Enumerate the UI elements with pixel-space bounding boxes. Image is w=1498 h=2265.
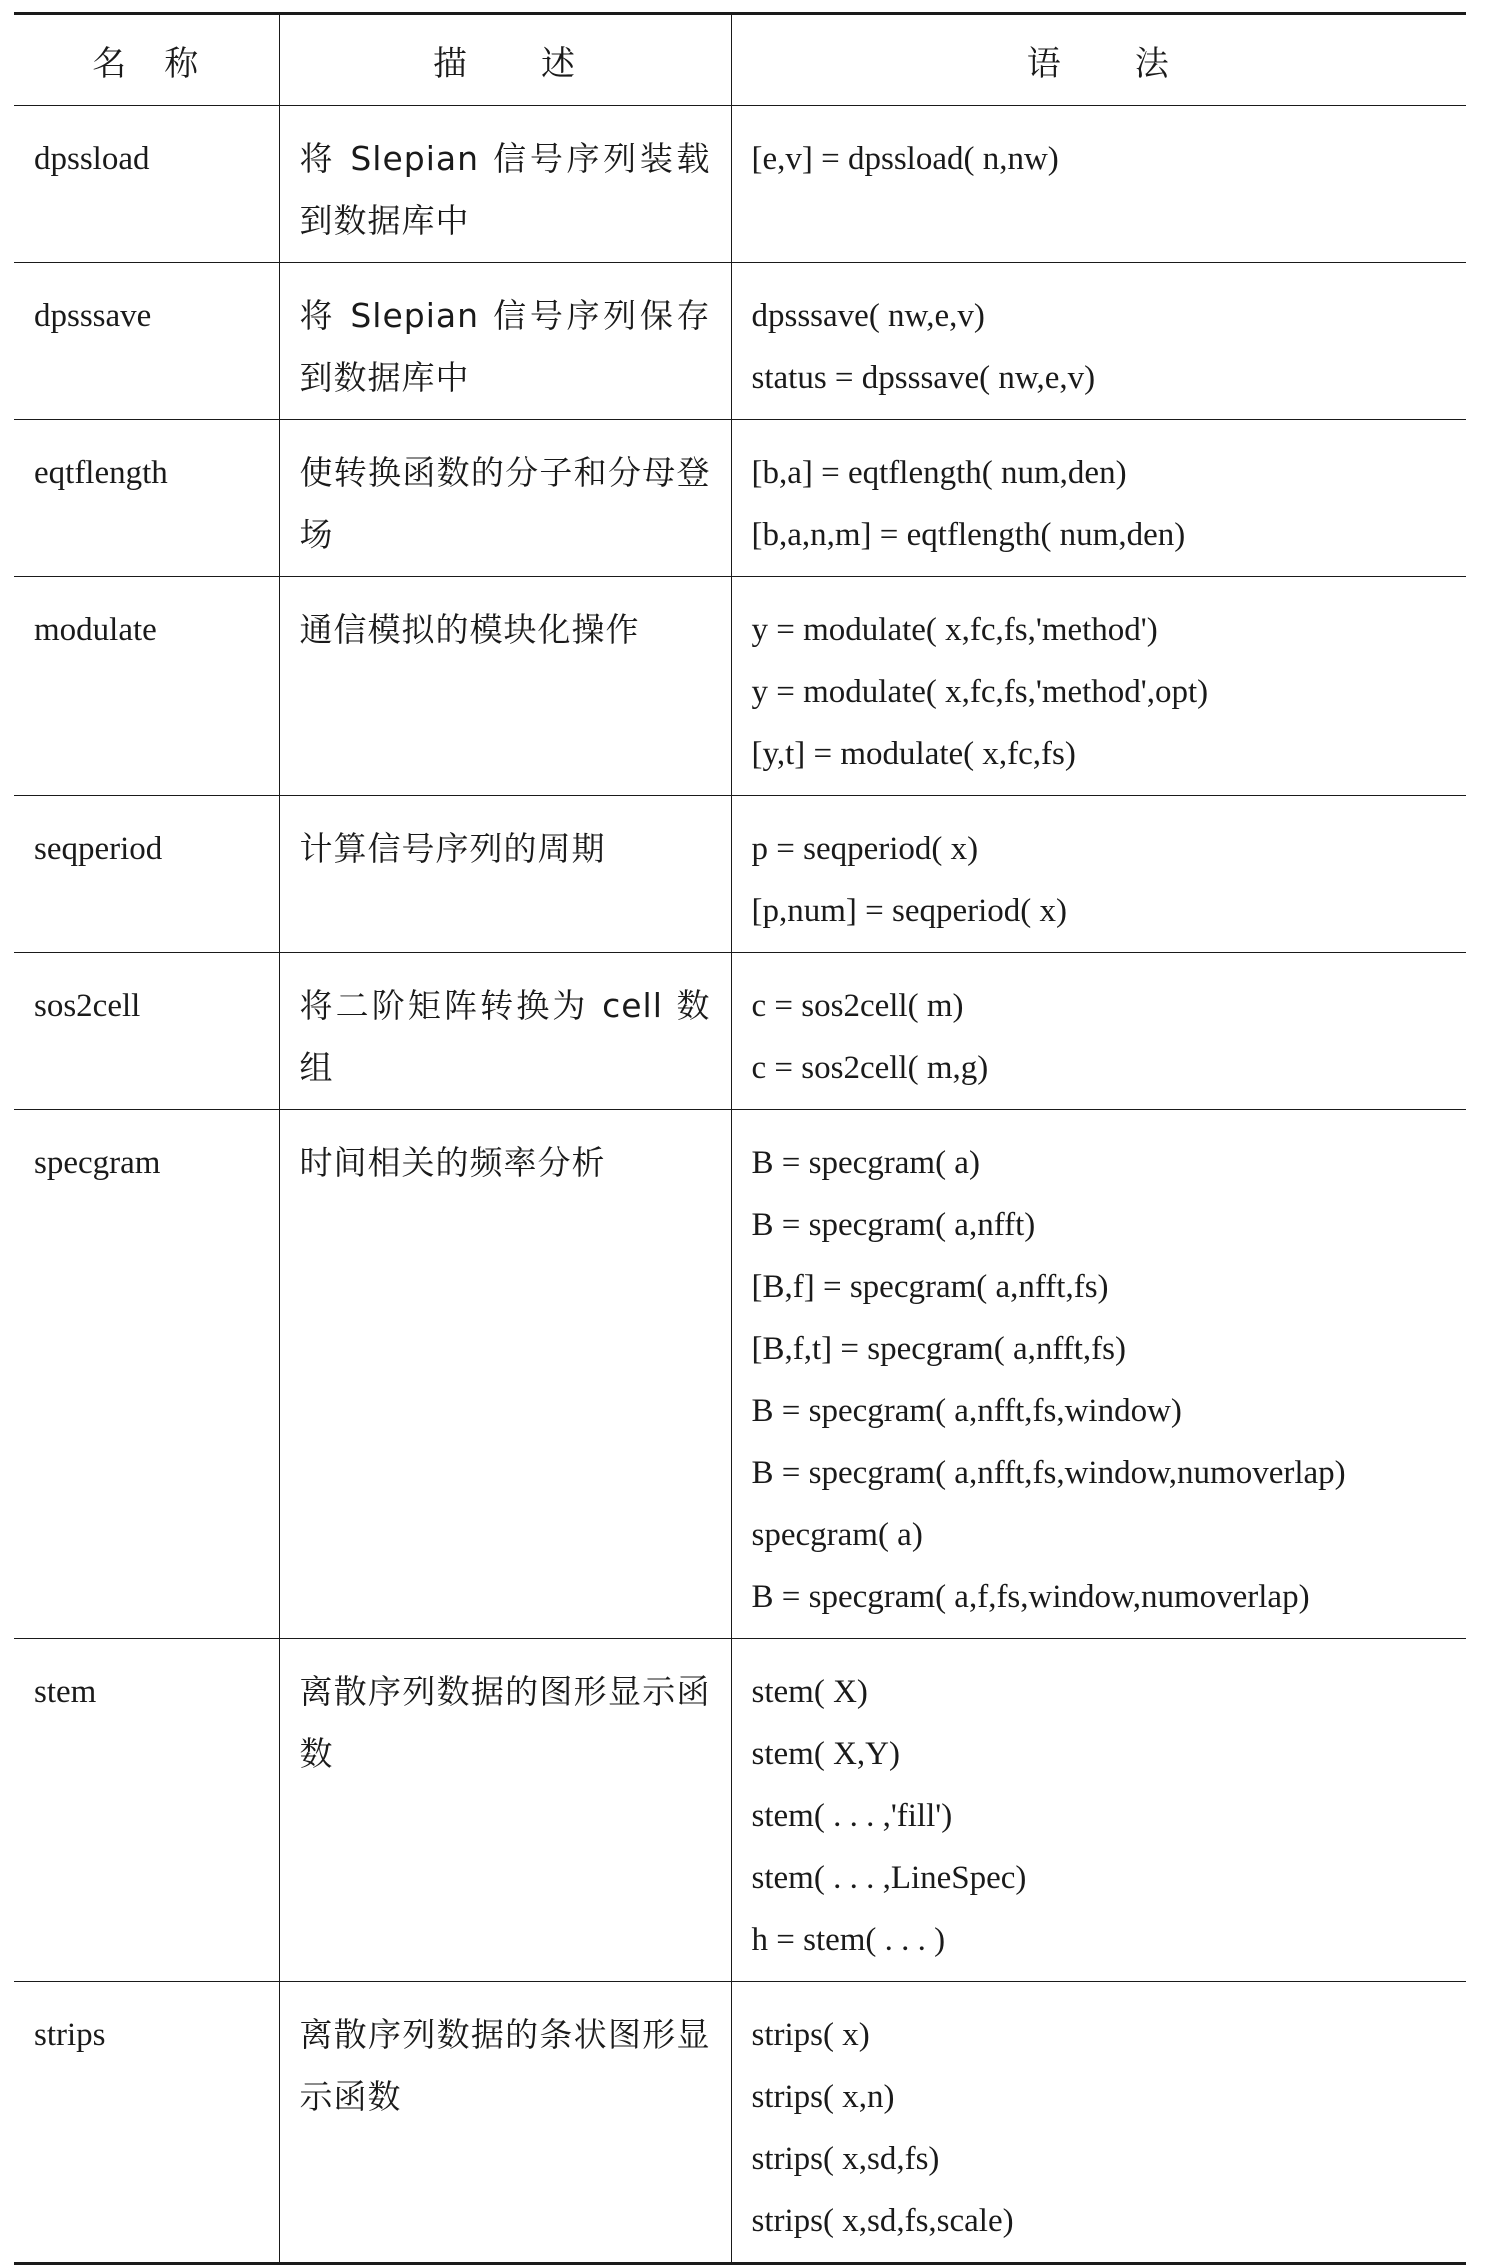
syntax-line: dpsssave( nw,e,v) — [751, 298, 985, 334]
syntax-line: [y,t] = modulate( x,fc,fs) — [751, 736, 1076, 772]
table-row — [14, 1110, 1466, 1639]
function-description: 通信模拟的模块化操作 — [279, 577, 731, 796]
function-description: 将 Slepian 信号序列保存到数据库中 — [279, 263, 731, 420]
function-name: dpsssave — [14, 263, 279, 420]
syntax-line: [B,f] = specgram( a,nfft,fs) — [751, 1269, 1109, 1305]
syntax-line: B = specgram( a,nfft,fs,window) — [751, 1393, 1182, 1429]
header-description: 描 述 — [279, 14, 731, 106]
function-syntax — [731, 420, 1466, 577]
function-table — [14, 12, 1466, 2265]
syntax-line: B = specgram( a,f,fs,window,numoverlap) — [751, 1579, 1310, 1615]
table-row — [14, 263, 1466, 420]
syntax-line: [b,a,n,m] = eqtflength( num,den) — [751, 517, 1186, 553]
syntax-line: [B,f,t] = specgram( a,nfft,fs) — [751, 1331, 1126, 1367]
syntax-line: strips( x,n) — [751, 2079, 895, 2115]
function-syntax — [731, 1982, 1466, 2264]
function-description: 离散序列数据的图形显示函数 — [279, 1639, 731, 1982]
function-description: 将二阶矩阵转换为 cell 数组 — [279, 953, 731, 1110]
syntax-line: B = specgram( a) — [751, 1145, 980, 1181]
table-row — [14, 577, 1466, 796]
syntax-line: B = specgram( a,nfft) — [751, 1207, 1036, 1243]
table-row — [14, 106, 1466, 263]
syntax-line: stem( . . . ,'fill') — [751, 1798, 953, 1834]
syntax-line: y = modulate( x,fc,fs,'method') — [751, 612, 1158, 648]
syntax-line: y = modulate( x,fc,fs,'method',opt) — [751, 674, 1209, 710]
function-syntax — [731, 1110, 1466, 1639]
function-name: strips — [14, 1982, 279, 2264]
syntax-line: stem( . . . ,LineSpec) — [751, 1860, 1027, 1896]
function-syntax — [731, 796, 1466, 953]
syntax-line: [b,a] = eqtflength( num,den) — [751, 455, 1127, 491]
syntax-line: strips( x) — [751, 2017, 870, 2053]
function-syntax — [731, 263, 1466, 420]
function-name: dpssload — [14, 106, 279, 263]
syntax-line: strips( x,sd,fs,scale) — [751, 2203, 1014, 2239]
table-header — [14, 14, 1466, 106]
header-row — [14, 14, 1466, 106]
function-description: 计算信号序列的周期 — [279, 796, 731, 953]
function-syntax — [731, 106, 1466, 263]
table-row — [14, 420, 1466, 577]
syntax-line: h = stem( . . . ) — [751, 1922, 946, 1958]
syntax-line: c = sos2cell( m) — [751, 988, 964, 1024]
table-row — [14, 796, 1466, 953]
function-name: modulate — [14, 577, 279, 796]
syntax-line: [e,v] = dpssload( n,nw) — [751, 141, 1059, 177]
function-name: specgram — [14, 1110, 279, 1639]
syntax-line: p = seqperiod( x) — [751, 831, 979, 867]
syntax-line: stem( X) — [751, 1674, 868, 1710]
table-row — [14, 953, 1466, 1110]
syntax-line: stem( X,Y) — [751, 1736, 900, 1772]
function-description: 将 Slepian 信号序列装载到数据库中 — [279, 106, 731, 263]
syntax-line: B = specgram( a,nfft,fs,window,numoverlap) — [751, 1455, 1346, 1491]
syntax-line: [p,num] = seqperiod( x) — [751, 893, 1068, 929]
function-name: sos2cell — [14, 953, 279, 1110]
syntax-line: c = sos2cell( m,g) — [751, 1050, 989, 1086]
syntax-line: strips( x,sd,fs) — [751, 2141, 940, 2177]
function-description: 使转换函数的分子和分母登场 — [279, 420, 731, 577]
syntax-line: status = dpsssave( nw,e,v) — [751, 360, 1096, 396]
function-name: eqtflength — [14, 420, 279, 577]
header-syntax: 语 法 — [731, 14, 1466, 106]
function-syntax — [731, 1639, 1466, 1982]
table-row — [14, 1639, 1466, 1982]
function-syntax — [731, 577, 1466, 796]
table-body — [14, 106, 1466, 2264]
table-row — [14, 1982, 1466, 2264]
function-description: 时间相关的频率分析 — [279, 1110, 731, 1639]
function-name: stem — [14, 1639, 279, 1982]
syntax-line: specgram( a) — [751, 1517, 923, 1553]
header-name: 名 称 — [14, 14, 279, 106]
function-name: seqperiod — [14, 796, 279, 953]
function-syntax — [731, 953, 1466, 1110]
function-description: 离散序列数据的条状图形显示函数 — [279, 1982, 731, 2264]
